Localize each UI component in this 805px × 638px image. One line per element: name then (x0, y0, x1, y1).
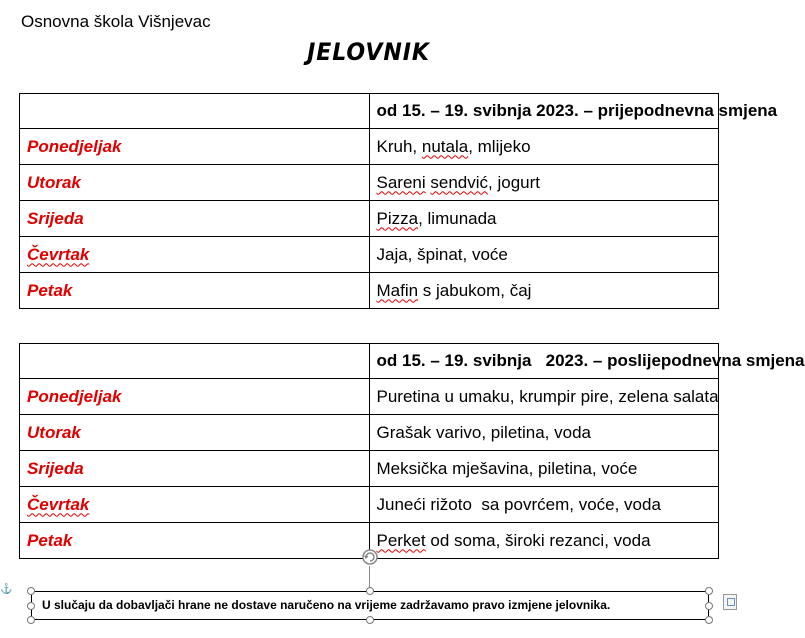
table-row (20, 487, 719, 523)
meal-cell[interactable]: Kruh, nutala, mlijeko (369, 129, 719, 165)
corner-cell[interactable] (20, 344, 370, 379)
day-cell[interactable]: Ponedjeljak (20, 129, 370, 165)
day-cell[interactable]: Petak (20, 273, 370, 309)
table-row (20, 273, 719, 309)
day-cell[interactable]: Ponedjeljak (20, 379, 370, 415)
day-cell[interactable]: Utorak (20, 165, 370, 201)
resize-handle-bottom[interactable] (366, 616, 374, 624)
layout-options-icon[interactable] (723, 594, 737, 610)
meal-cell[interactable]: Juneći rižoto sa povrćem, voće, voda (369, 487, 719, 523)
table-row (20, 237, 719, 273)
anchor-icon: ⚓ (0, 584, 13, 595)
rotate-handle-icon[interactable] (361, 548, 379, 566)
day-cell[interactable]: Utorak (20, 415, 370, 451)
menu-table-morning (19, 93, 778, 309)
table-heading[interactable]: od 15. – 19. svibnja 2023. – poslijepodnevna smjena (369, 344, 719, 379)
rotate-connector (369, 566, 370, 588)
day-cell[interactable]: Srijeda (20, 451, 370, 487)
table-row (20, 379, 719, 415)
day-cell[interactable]: Čevrtak (20, 487, 370, 523)
meal-cell[interactable]: Grašak varivo, piletina, voda (369, 415, 719, 451)
meal-cell[interactable]: Sareni sendvić, jogurt (369, 165, 719, 201)
meal-cell[interactable]: Jaja, špinat, voće (369, 237, 719, 273)
meal-cell[interactable]: Mafin s jabukom, čaj (369, 273, 719, 309)
resize-handle-top[interactable] (366, 587, 374, 595)
table-row (20, 129, 719, 165)
meal-cell[interactable]: Pizza, limunada (369, 201, 719, 237)
day-cell[interactable]: Petak (20, 523, 370, 559)
corner-cell[interactable] (20, 94, 370, 129)
table-row (20, 165, 719, 201)
meal-cell[interactable]: Perket od soma, široki rezanci, voda (369, 523, 719, 559)
resize-handle-right[interactable] (705, 602, 713, 610)
table-row (20, 201, 719, 237)
school-name: Osnovna škola Višnjevac (21, 12, 211, 31)
table-row (20, 415, 719, 451)
day-cell[interactable]: Srijeda (20, 201, 370, 237)
table-heading[interactable]: od 15. – 19. svibnja 2023. – prijepodnevna smjena (369, 94, 719, 129)
resize-handle-top-right[interactable] (705, 587, 713, 595)
table-row (20, 451, 719, 487)
resize-handle-bottom-right[interactable] (705, 616, 713, 624)
resize-handle-left[interactable] (27, 602, 35, 610)
resize-handle-bottom-left[interactable] (27, 616, 35, 624)
meal-cell[interactable]: Puretina u umaku, krumpir pire, zelena salata (369, 379, 719, 415)
note-text: U slučaju da dobavljači hrane ne dostave naručeno na vrijeme zadržavamo pravo izmjene jelovnika. (42, 598, 611, 612)
meal-cell[interactable]: Meksička mješavina, piletina, voće (369, 451, 719, 487)
menu-table-afternoon (19, 343, 805, 559)
resize-handle-top-left[interactable] (27, 587, 35, 595)
day-cell[interactable]: Čevrtak (20, 237, 370, 273)
page-title: JELOVNIK (307, 38, 430, 66)
